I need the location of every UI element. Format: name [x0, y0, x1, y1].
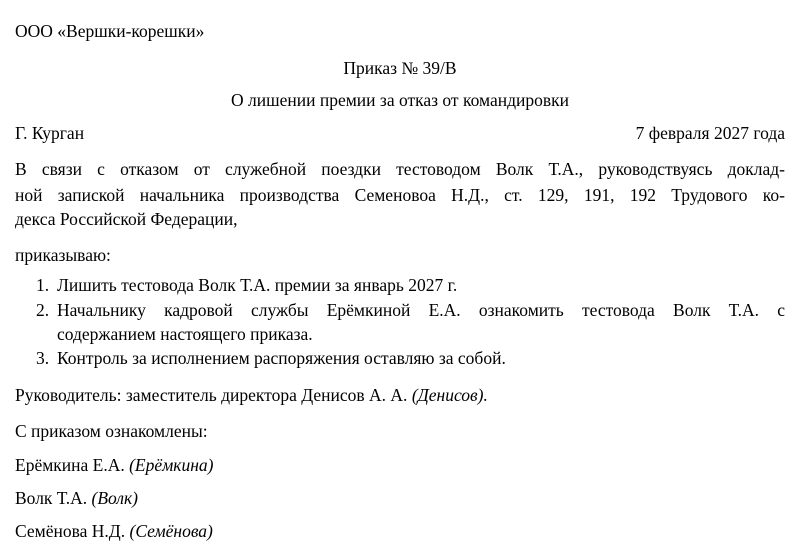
- signer-row: [15, 519, 785, 543]
- list-item: 2. Начальнику кадровой службы Ерёмкиной Е.А. ознакомить тестовода Волк Т.А. с: [36, 300, 785, 320]
- list-item: 1. Лишить тестовода Волк Т.А. премии за январь 2027 г.: [36, 275, 458, 295]
- list-item: 3. Контроль за исполнением распоряжения оставляю за собой.: [36, 348, 506, 368]
- signer-name: Семёнова Н.Д.: [15, 521, 126, 541]
- city: Г. Курган: [15, 123, 85, 143]
- head-signature-line: [15, 383, 785, 407]
- preamble-line: ной запиской начальника производства Семеновоа Н.Д., ст. 129, 191, 192 Трудового ко-: [15, 185, 785, 205]
- acquainted-title: С приказом ознакомлены:: [15, 421, 208, 441]
- city-date-row: [15, 121, 785, 145]
- signer-name: Волк Т.А.: [15, 488, 88, 508]
- signer-signature: (Ерёмкина): [129, 455, 214, 475]
- preamble-line: В связи с отказом от служебной поездки тестоводом Волк Т.А., руководствуясь доклад-: [15, 159, 785, 179]
- signer-row: [15, 453, 785, 477]
- head-signature: (Денисов).: [411, 385, 488, 405]
- signer-signature: (Волк): [91, 488, 138, 508]
- signer-name: Ерёмкина Е.А.: [15, 455, 125, 475]
- signer-row: [15, 486, 785, 510]
- order-subject: О лишении премии за отказ от командировки: [231, 90, 569, 110]
- order-date: 7 февраля 2027 года: [635, 123, 785, 143]
- signer-signature: (Семёнова): [129, 521, 213, 541]
- order-word: приказываю:: [15, 245, 111, 265]
- head-text: Руководитель: заместитель директора Денисов А. А.: [15, 385, 408, 405]
- list-item-continuation: содержанием настоящего приказа.: [57, 324, 313, 344]
- organization-name: ООО «Вершки-корешки»: [15, 21, 205, 41]
- preamble-line: декса Российской Федерации,: [15, 209, 238, 229]
- order-title: Приказ № 39/В: [343, 58, 457, 78]
